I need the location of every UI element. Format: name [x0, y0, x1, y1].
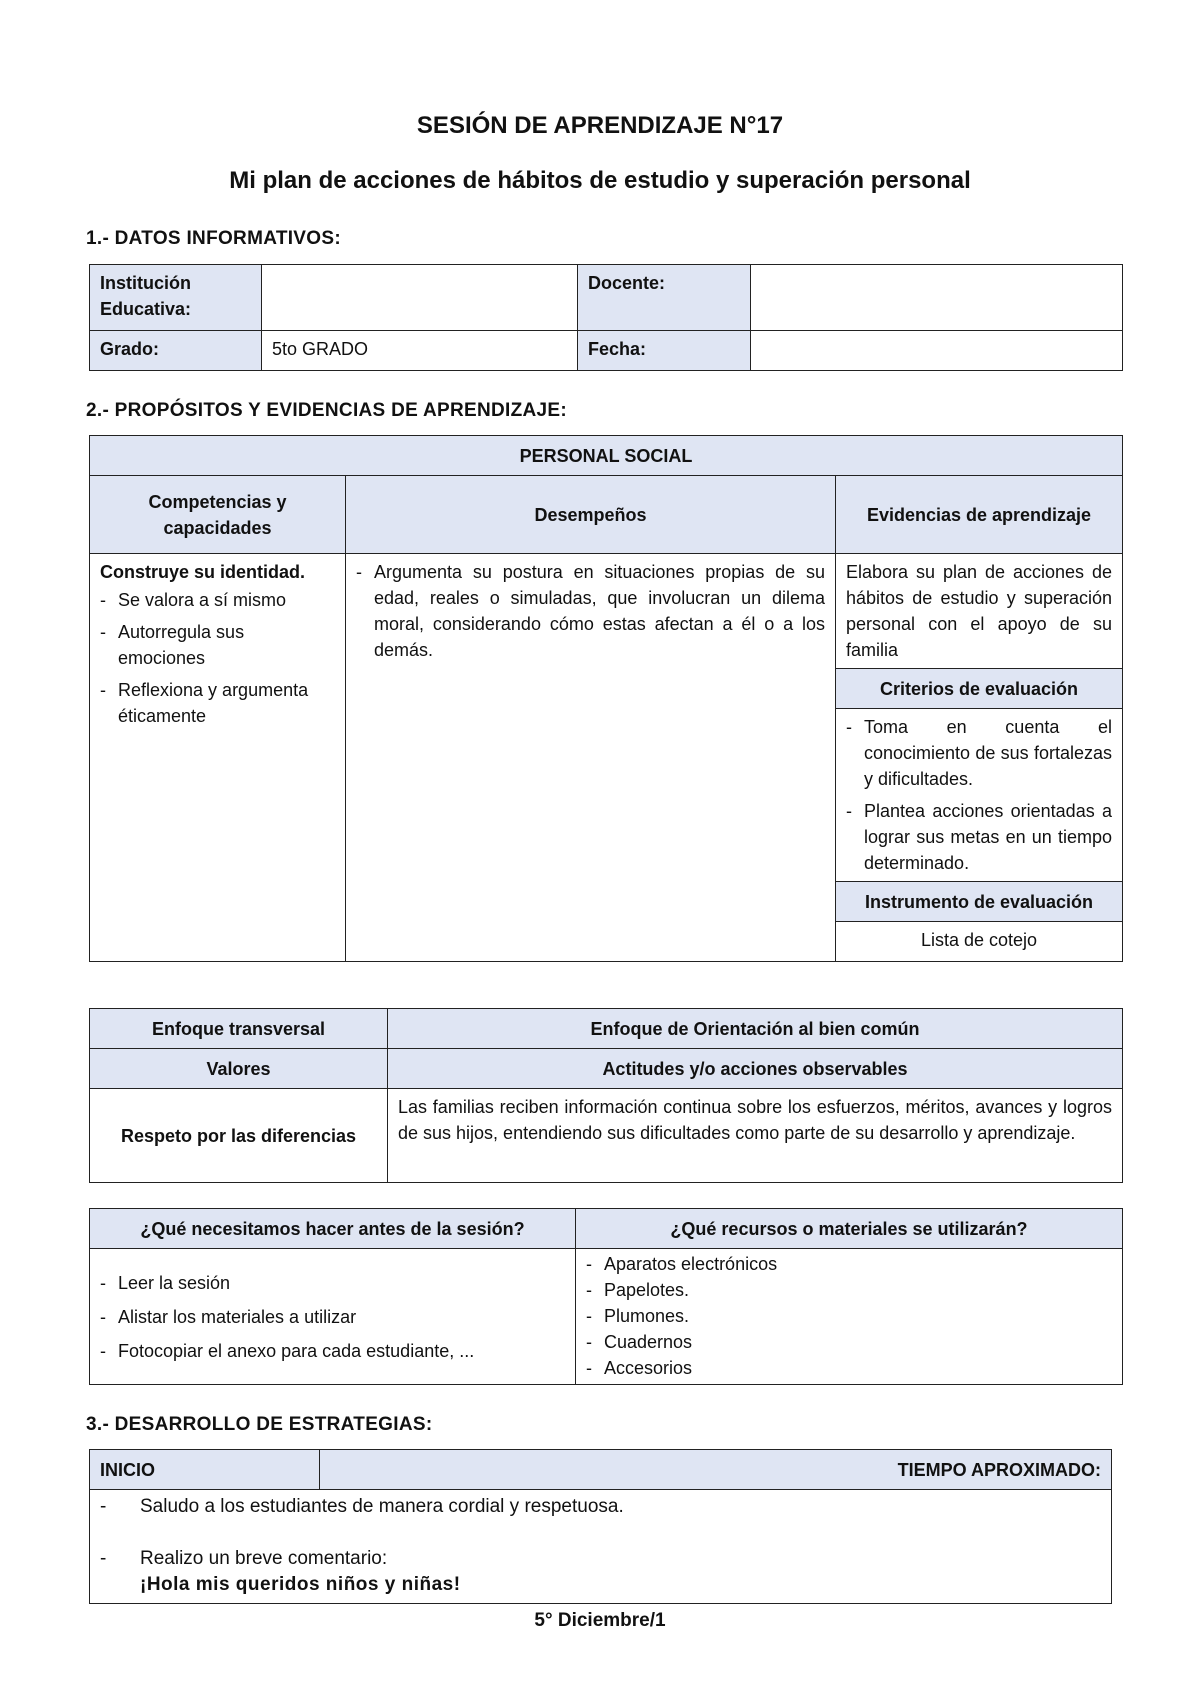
competencias-cell — [90, 554, 346, 962]
area-header: PERSONAL SOCIAL — [90, 436, 1123, 476]
inicio-content — [90, 1490, 1112, 1604]
antes-list — [100, 1270, 565, 1364]
list-item: - Se valora a sí mismo — [100, 587, 335, 613]
capacidades-list — [100, 587, 335, 729]
list-item: - Reflexiona y argumenta éticamente — [100, 677, 335, 729]
fecha-value[interactable] — [751, 331, 1123, 371]
list-item — [100, 1546, 1101, 1598]
list-item: - Aparatos electrónicos — [586, 1251, 1112, 1277]
list-item: - Cuadernos — [586, 1329, 1112, 1355]
list-item: - Plumones. — [586, 1303, 1112, 1329]
tiempo-label: TIEMPO APROXIMADO: — [320, 1450, 1112, 1490]
enfoque-value: Enfoque de Orientación al bien común — [388, 1009, 1123, 1049]
actitud-cell: Las familias reciben información continua sobre los esfuerzos, méritos, avances y logros de sus hijos, entendiendo sus dificultades como parte de su desarrollo y aprendizaje. — [388, 1089, 1123, 1183]
antes-cell — [90, 1249, 576, 1385]
docente-value[interactable] — [751, 265, 1123, 331]
valores-header: Valores — [90, 1049, 388, 1089]
estrategias-table — [89, 1449, 1112, 1604]
page-footer: 5° Diciembre/1 — [534, 1610, 666, 1631]
propositos-table — [89, 435, 1123, 962]
list-item: - Fotocopiar el anexo para cada estudiante, ... — [100, 1338, 565, 1364]
section-2-heading: 2.- PROPÓSITOS Y EVIDENCIAS DE APRENDIZAJE: — [86, 400, 567, 421]
session-subtitle: Mi plan de acciones de hábitos de estudio y superación personal — [229, 167, 971, 194]
desempenos-header: Desempeños — [346, 476, 836, 554]
competencia-title: Construye su identidad. — [100, 562, 306, 582]
desempenos-list — [356, 559, 825, 663]
list-item: - Accesorios — [586, 1355, 1112, 1381]
recursos-list — [586, 1251, 1112, 1381]
recursos-header: ¿Qué recursos o materiales se utilizarán? — [576, 1209, 1123, 1249]
preparacion-table — [89, 1208, 1123, 1385]
evidencia-cell: Elabora su plan de acciones de hábitos de estudio y superación personal con el apoyo de su familia — [836, 554, 1123, 669]
list-item: - Plantea acciones orientadas a lograr sus metas en un tiempo determinado. — [846, 798, 1112, 876]
evidencias-header: Evidencias de aprendizaje — [836, 476, 1123, 554]
list-item: - Alistar los materiales a utilizar — [100, 1304, 565, 1330]
comentario-text: Realizo un breve comentario: — [140, 1548, 388, 1569]
enfoque-table — [89, 1008, 1123, 1183]
grado-value[interactable]: 5to GRADO — [262, 331, 578, 371]
grado-label: Grado: — [90, 331, 262, 371]
recursos-cell — [576, 1249, 1123, 1385]
list-item: - Autorregula sus emociones — [100, 619, 335, 671]
antes-header: ¿Qué necesitamos hacer antes de la sesión? — [90, 1209, 576, 1249]
criterios-list — [846, 714, 1112, 876]
actitudes-header: Actitudes y/o acciones observables — [388, 1049, 1123, 1089]
inicio-list — [100, 1494, 1101, 1598]
competencias-header: Competencias y capacidades — [90, 476, 346, 554]
docente-label: Docente: — [578, 265, 751, 331]
list-item: - Argumenta su postura en situaciones propias de su edad, reales o simuladas, que involucran un dilema moral, considerando cómo estas afectan a él o a los demás. — [356, 559, 825, 663]
list-item: - Toma en cuenta el conocimiento de sus fortalezas y dificultades. — [846, 714, 1112, 792]
greeting-text: ¡Hola mis queridos niños y niñas! — [140, 1574, 461, 1595]
section-3-heading: 3.- DESARROLLO DE ESTRATEGIAS: — [86, 1414, 433, 1435]
fecha-label: Fecha: — [578, 331, 751, 371]
criterios-cell — [836, 709, 1123, 882]
instrumento-header: Instrumento de evaluación — [836, 882, 1123, 922]
list-item: - Saludo a los estudiantes de manera cordial y respetuosa. — [100, 1494, 1101, 1520]
desempenos-cell — [346, 554, 836, 962]
valor-cell: Respeto por las diferencias — [90, 1089, 388, 1183]
section-1-heading: 1.- DATOS INFORMATIVOS: — [86, 228, 341, 249]
list-item: - Leer la sesión — [100, 1270, 565, 1296]
instrumento-value: Lista de cotejo — [836, 922, 1123, 962]
institucion-label: Institución Educativa: — [90, 265, 262, 331]
enfoque-label: Enfoque transversal — [90, 1009, 388, 1049]
inicio-label: INICIO — [90, 1450, 320, 1490]
institucion-value[interactable] — [262, 265, 578, 331]
document-title: SESIÓN DE APRENDIZAJE N°17 — [416, 112, 784, 139]
datos-informativos-table — [89, 264, 1123, 371]
criterios-header: Criterios de evaluación — [836, 669, 1123, 709]
list-item: - Papelotes. — [586, 1277, 1112, 1303]
